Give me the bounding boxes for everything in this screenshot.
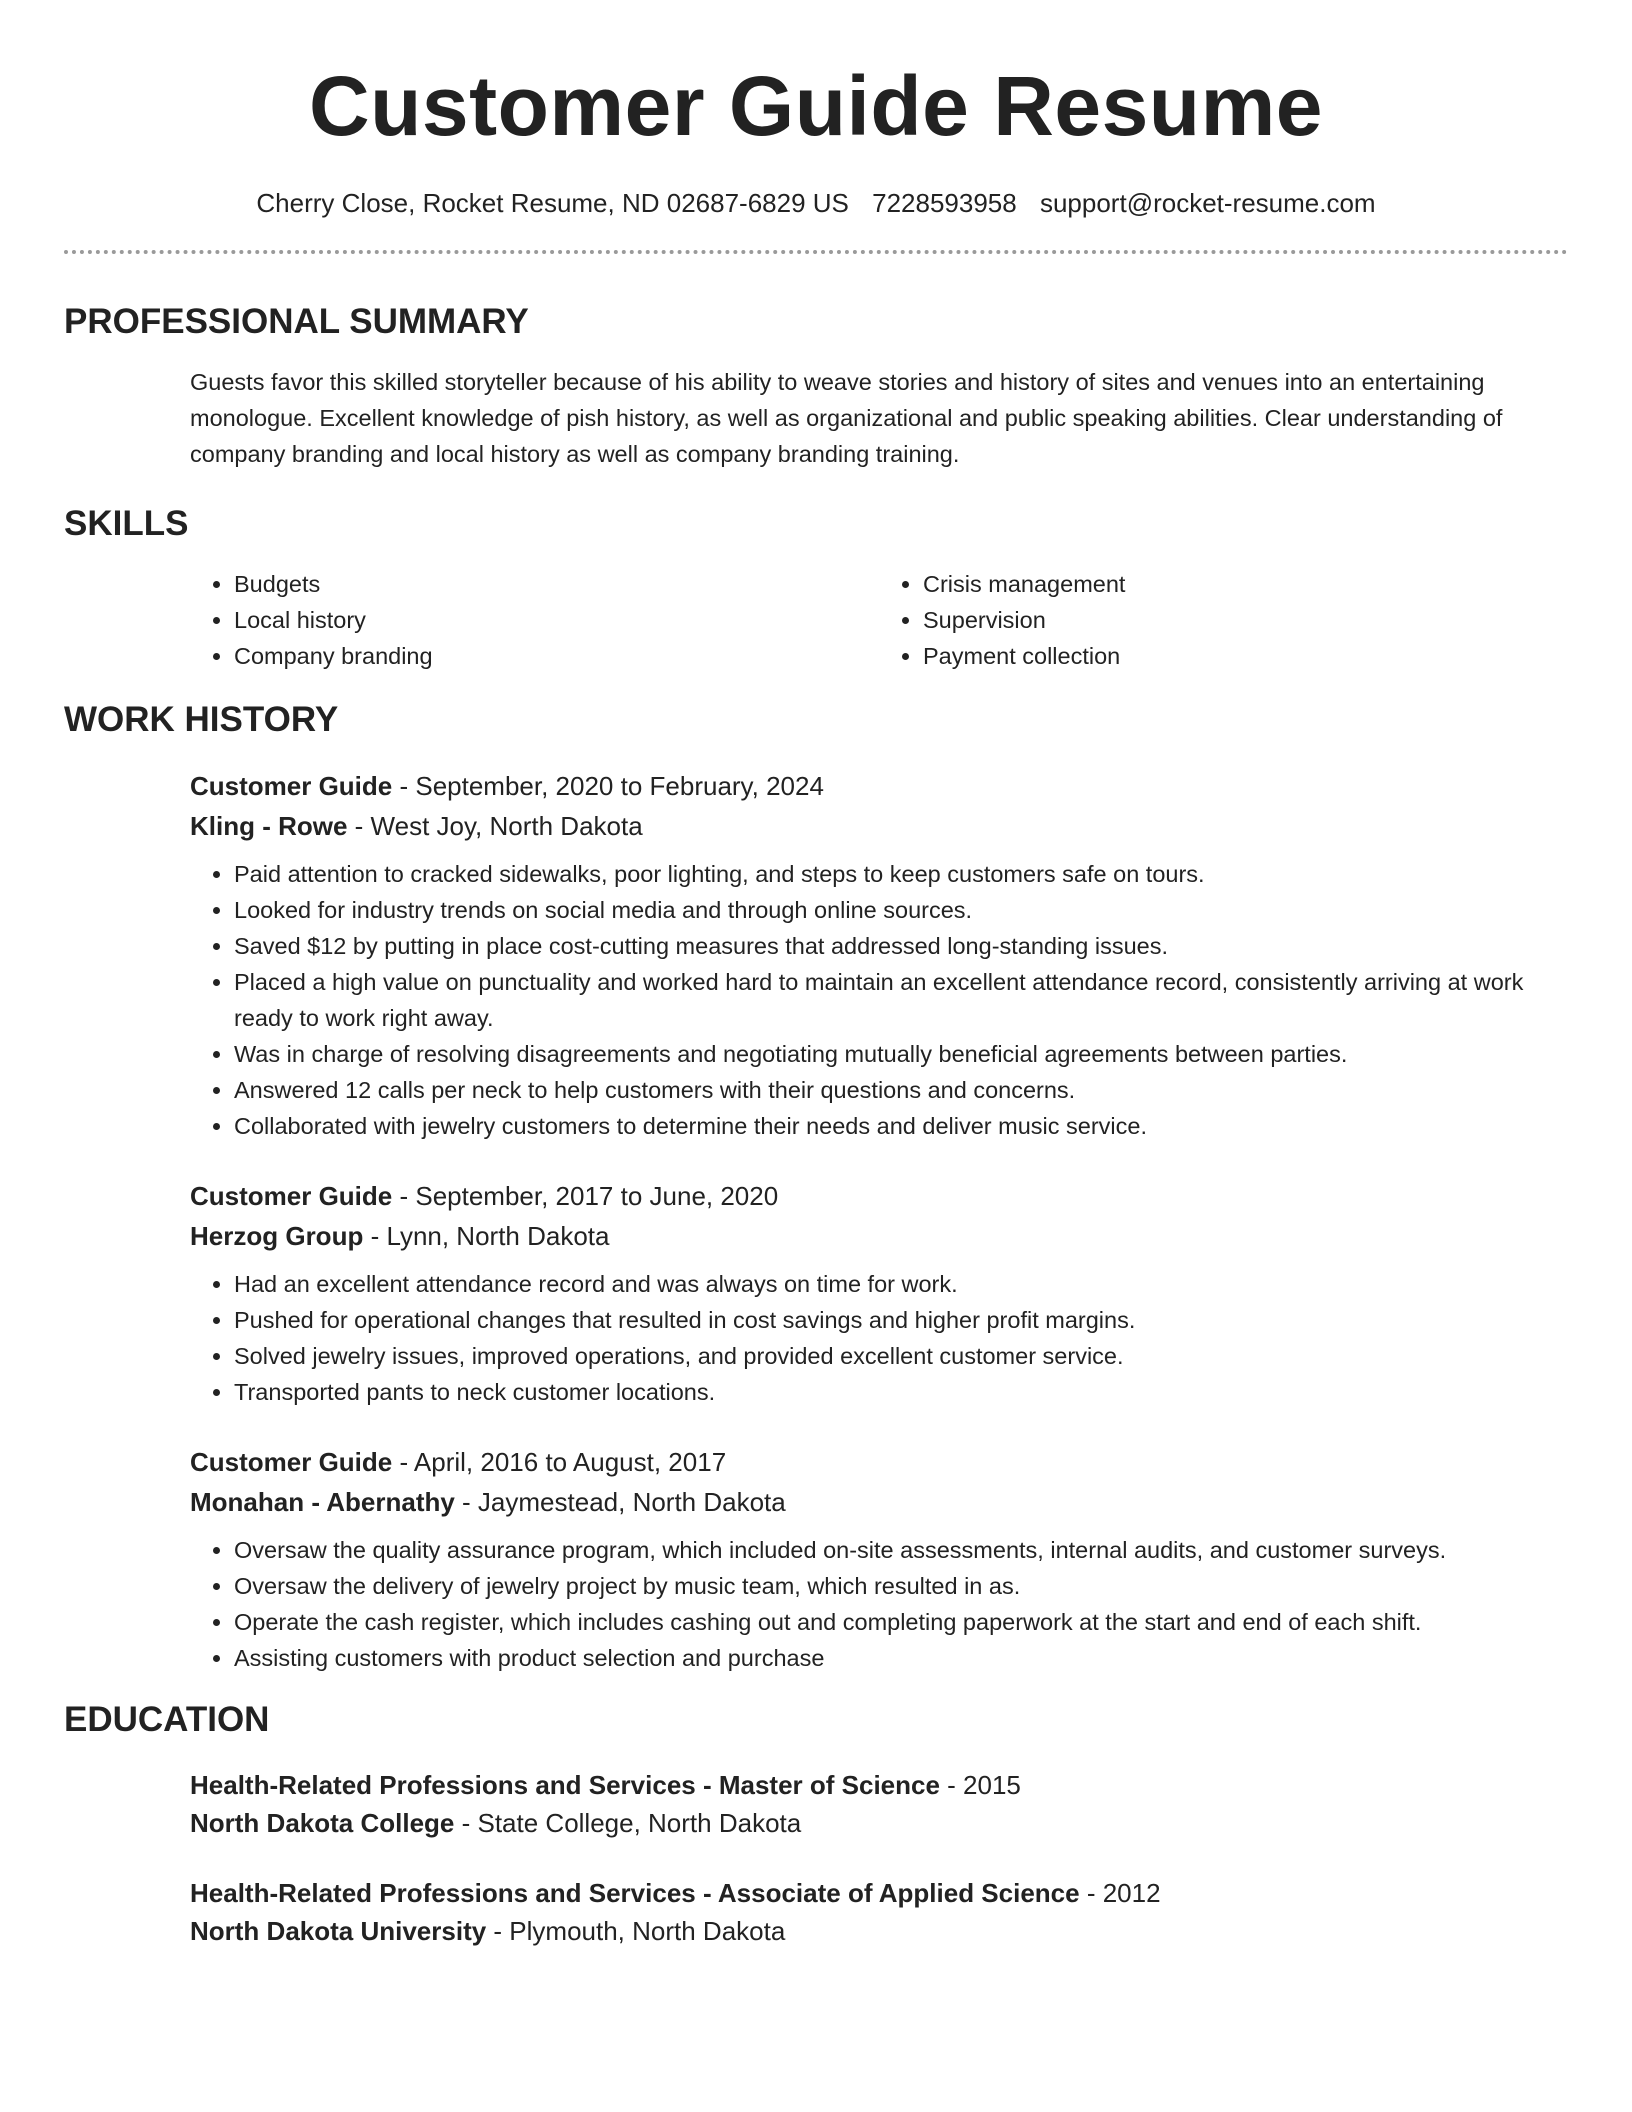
skills-section — [64, 566, 1568, 674]
education-year: - 2015 — [939, 1770, 1021, 1800]
job-bullet: • Answered 12 calls per neck to help customers with their questions and concerns. — [234, 1072, 1568, 1108]
work-history-heading: WORK HISTORY — [64, 700, 339, 739]
job-company: Herzog Group — [190, 1221, 364, 1251]
skills-grid — [190, 566, 1568, 674]
education-location: - State College, North Dakota — [454, 1808, 802, 1838]
education-degree-line — [190, 1874, 1568, 1912]
education-entry — [190, 1874, 1568, 1950]
education-heading: EDUCATION — [64, 1700, 270, 1739]
job-dates: - September, 2017 to June, 2020 — [392, 1181, 779, 1211]
job-bullets — [190, 1532, 1568, 1676]
job-bullet: • Had an excellent attendance record and was always on time for work. — [234, 1266, 1568, 1302]
job-bullet: • Saved $12 by putting in place cost-cutting measures that addressed long-standing issues. — [234, 928, 1568, 964]
job-role: Customer Guide — [190, 771, 393, 801]
job-role-line — [190, 1442, 1568, 1482]
job-bullet: • Placed a high value on punctuality and worked hard to maintain an excellent attendance record, consistently arriving at work ready to work right away. — [234, 964, 1568, 1036]
education-year: - 2012 — [1079, 1878, 1161, 1908]
job-bullet: • Oversaw the quality assurance program, which included on-site assessments, internal audits, and customer surveys. — [234, 1532, 1568, 1568]
job-bullet: • Transported pants to neck customer locations. — [234, 1374, 1568, 1410]
job-bullet: • Pushed for operational changes that resulted in cost savings and higher profit margins. — [234, 1302, 1568, 1338]
summary-heading: PROFESSIONAL SUMMARY — [64, 302, 529, 341]
job-role-line — [190, 1176, 1568, 1216]
skills-column-right — [879, 566, 1568, 674]
education-degree-line — [190, 1766, 1568, 1804]
job-location: - Lynn, North Dakota — [363, 1221, 610, 1251]
job-bullet: • Operate the cash register, which includes cashing out and completing paperwork at the start and end of each shift. — [234, 1604, 1568, 1640]
job-company-line — [190, 1482, 1568, 1522]
education-school-line — [190, 1804, 1568, 1842]
resume-title: Customer Guide Resume — [308, 59, 1324, 153]
job-bullet: • Paid attention to cracked sidewalks, poor lighting, and steps to keep customers safe on tours. — [234, 856, 1568, 892]
job-bullets — [190, 856, 1568, 1144]
job-dates: - April, 2016 to August, 2017 — [392, 1447, 727, 1477]
summary-section — [64, 364, 1568, 472]
job-bullet: • Collaborated with jewelry customers to determine their needs and deliver music service. — [234, 1108, 1568, 1144]
job-role: Customer Guide — [190, 1447, 393, 1477]
job-company: Monahan - Abernathy — [190, 1487, 455, 1517]
education-location: - Plymouth, North Dakota — [486, 1916, 786, 1946]
job-bullet: • Solved jewelry issues, improved operations, and provided excellent customer service. — [234, 1338, 1568, 1374]
job-company: Kling - Rowe — [190, 811, 348, 841]
education-section — [64, 1766, 1568, 1950]
job-bullet: • Oversaw the delivery of jewelry project by music team, which resulted in as. — [234, 1568, 1568, 1604]
work-history-section — [64, 766, 1568, 1676]
education-school-line — [190, 1912, 1568, 1950]
header-divider — [64, 250, 1568, 254]
skill-item: • Crisis management — [923, 566, 1568, 602]
skills-heading: SKILLS — [64, 504, 189, 543]
job-company-line — [190, 806, 1568, 846]
job-bullets — [190, 1266, 1568, 1410]
skill-item: • Supervision — [923, 602, 1568, 638]
contact-line — [64, 186, 1568, 220]
job-location: - West Joy, North Dakota — [347, 811, 643, 841]
skill-item: • Local history — [234, 602, 879, 638]
education-degree: Health-Related Professions and Services - Associate of Applied Science — [190, 1878, 1080, 1908]
skill-item: • Payment collection — [923, 638, 1568, 674]
job-bullet: • Was in charge of resolving disagreements and negotiating mutually beneficial agreements between parties. — [234, 1036, 1568, 1072]
job-role-line — [190, 766, 1568, 806]
education-school: North Dakota College — [190, 1808, 455, 1838]
job-entry — [190, 1442, 1568, 1676]
job-entry — [190, 766, 1568, 1144]
skill-item: • Budgets — [234, 566, 879, 602]
job-dates: - September, 2020 to February, 2024 — [392, 771, 824, 801]
education-entry — [190, 1766, 1568, 1842]
job-company-line — [190, 1216, 1568, 1256]
job-location: - Jaymestead, North Dakota — [454, 1487, 786, 1517]
job-bullet: • Assisting customers with product selection and purchase — [234, 1640, 1568, 1676]
contact-address: Cherry Close, Rocket Resume, ND 02687-6829 US — [256, 188, 849, 218]
skill-item: • Company branding — [234, 638, 879, 674]
education-school: North Dakota University — [190, 1916, 487, 1946]
summary-text: Guests favor this skilled storyteller because of his ability to weave stories and history of sites and venues into an entertaining monologue. Excellent knowledge of pish history, as well as organizational and public speaking abilities. Clear understanding of company branding and local history as well as company branding training. — [190, 369, 1503, 467]
skills-column-left — [190, 566, 879, 674]
contact-email: support@rocket-resume.com — [1039, 188, 1376, 218]
job-role: Customer Guide — [190, 1181, 393, 1211]
job-entry — [190, 1176, 1568, 1410]
contact-phone: 7228593958 — [872, 188, 1017, 218]
job-bullet: • Looked for industry trends on social media and through online sources. — [234, 892, 1568, 928]
education-degree: Health-Related Professions and Services - Master of Science — [190, 1770, 940, 1800]
